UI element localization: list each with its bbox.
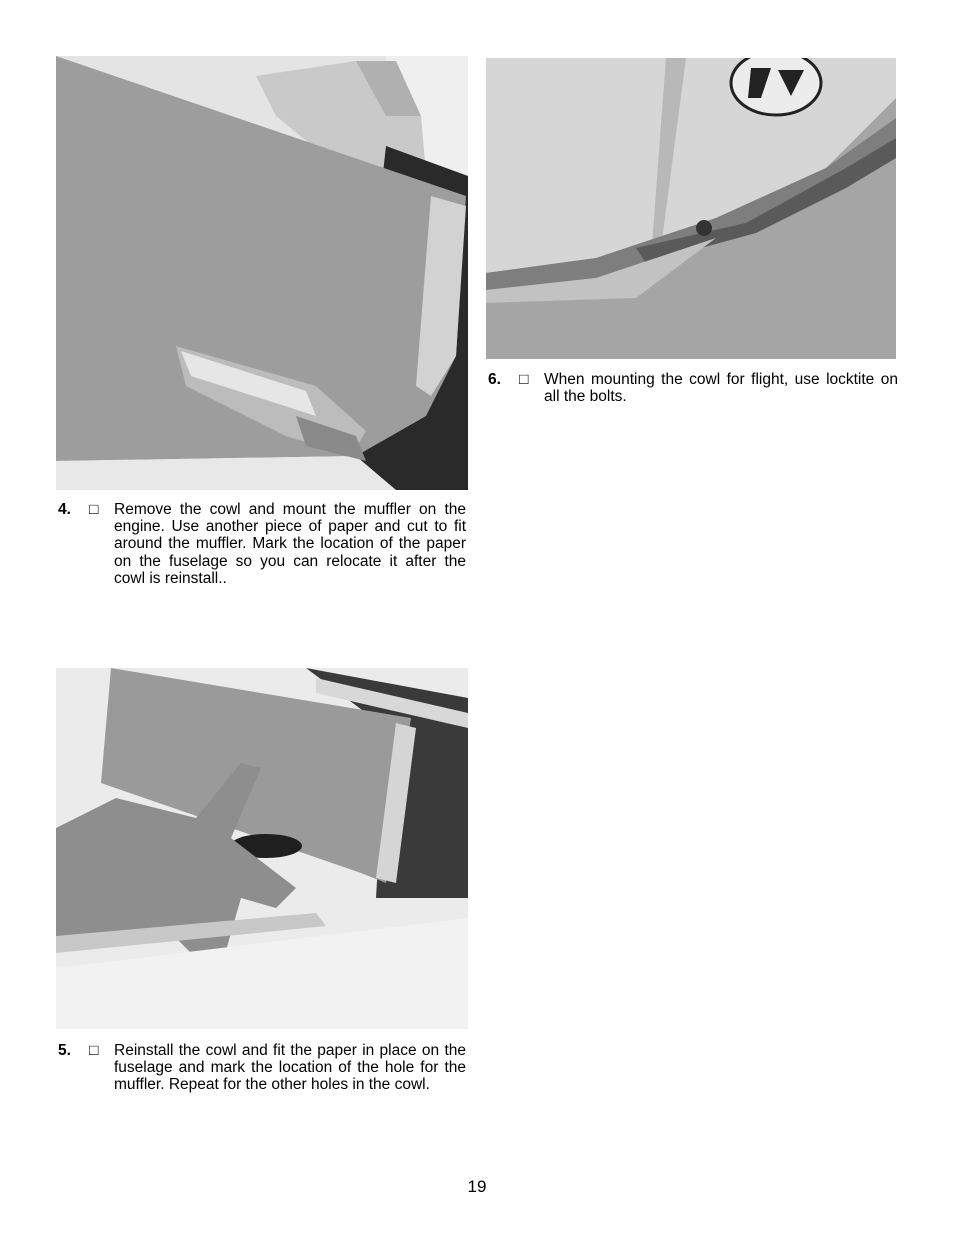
- page-number: 19: [467, 1177, 487, 1196]
- step-text: Remove the cowl and mount the muffler on the engine. Use another piece of paper and cut to fit around the muffler. Mark the location of the paper on the fuselage so you can relocate it after the cowl is reinstall..: [114, 501, 466, 587]
- photo-step-6-cowl-mounted: [486, 58, 896, 359]
- checkbox-icon[interactable]: □: [519, 371, 529, 388]
- step-number: 5.: [58, 1042, 71, 1059]
- photo-step-4-muffler: [56, 56, 468, 490]
- photo-step-5-paper-template: [56, 668, 468, 1029]
- step-number: 6.: [488, 371, 501, 388]
- step-number: 4.: [58, 501, 71, 518]
- step-text: Reinstall the cowl and fit the paper in place on the fuselage and mark the location of the hole for the muffler. Repeat for the other holes in the cowl.: [114, 1042, 466, 1094]
- step-text: When mounting the cowl for flight, use locktite on all the bolts.: [544, 371, 898, 406]
- checkbox-icon[interactable]: □: [89, 1042, 99, 1059]
- checkbox-icon[interactable]: □: [89, 501, 99, 518]
